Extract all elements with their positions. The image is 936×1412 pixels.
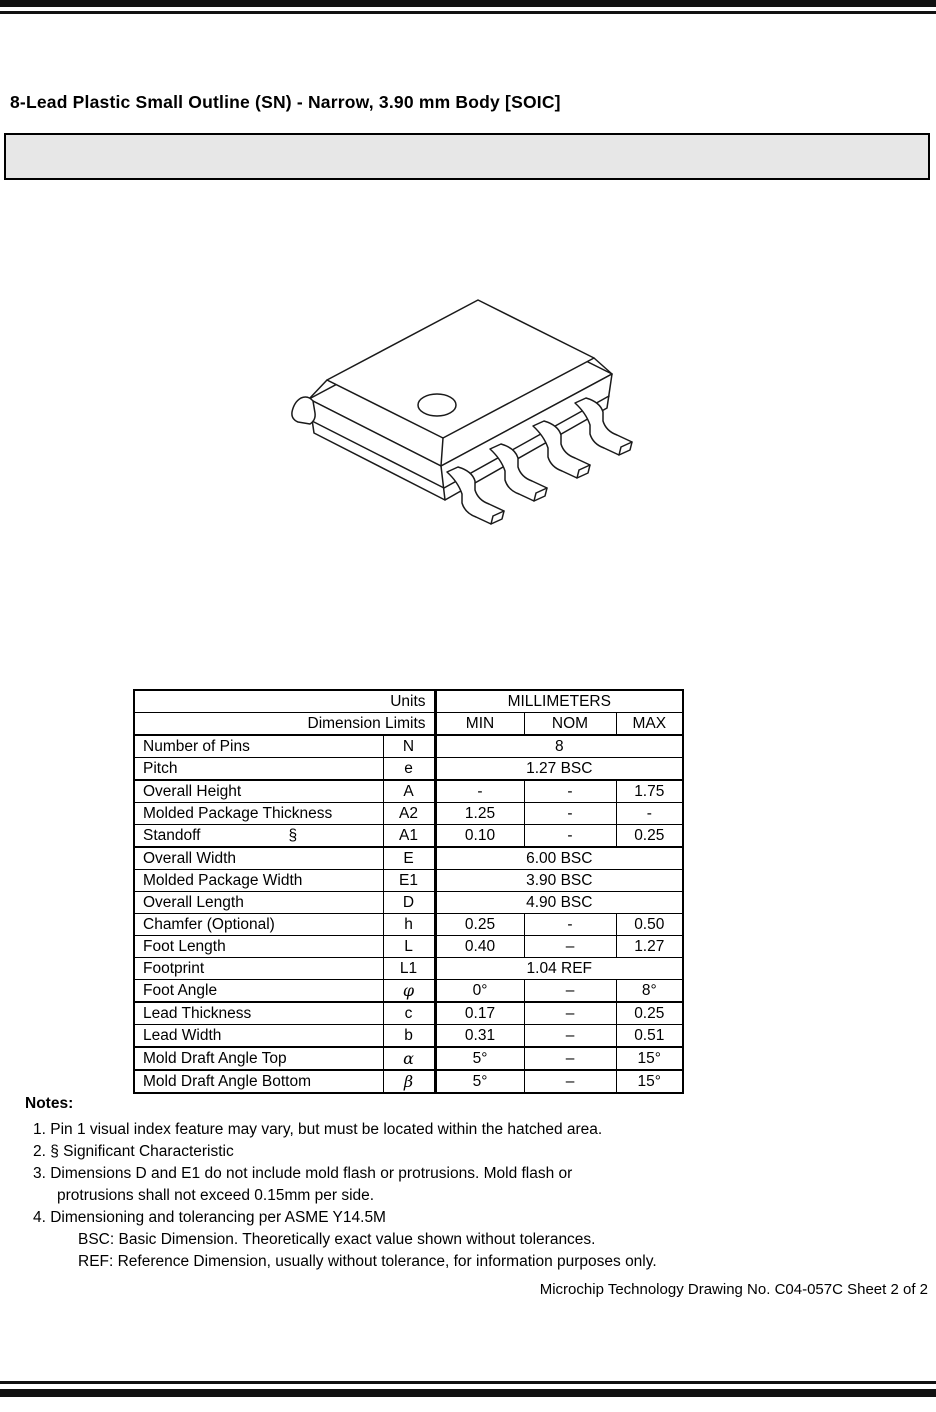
dim-min: 1.25 [435, 803, 524, 825]
dim-span-value: 6.00 BSC [435, 847, 683, 870]
dim-symbol: b [383, 1025, 435, 1048]
dim-label: Lead Width [134, 1025, 383, 1048]
dim-label: Lead Thickness [134, 1002, 383, 1025]
dim-max: 0.50 [616, 914, 683, 936]
note-item-2: 2. § Significant Characteristic [33, 1143, 234, 1160]
dim-symbol: α [383, 1047, 435, 1070]
top-border-bar-thick [0, 0, 936, 7]
dim-symbol: β [383, 1070, 435, 1093]
table-row [134, 914, 683, 936]
units-value: MILLIMETERS [435, 690, 683, 713]
table-row [134, 870, 683, 892]
dim-min: 0° [435, 980, 524, 1003]
top-border-bar-thin [0, 11, 936, 14]
significant-characteristic-mark: § [288, 826, 298, 844]
table-row [134, 892, 683, 914]
dim-label: Molded Package Width [134, 870, 383, 892]
package-figure [260, 270, 680, 550]
table-row [134, 1025, 683, 1048]
dim-nom: – [524, 1025, 616, 1048]
dim-nom: – [524, 1002, 616, 1025]
note-item-1: 1. Pin 1 visual index feature may vary, but must be located within the hatched area. [33, 1121, 603, 1138]
table-row [134, 780, 683, 803]
dim-symbol: φ [383, 980, 435, 1003]
col-header-min: MIN [435, 713, 524, 736]
table-row [134, 825, 683, 848]
dim-symbol: A2 [383, 803, 435, 825]
dim-nom: - [524, 803, 616, 825]
dim-max: 15° [616, 1047, 683, 1070]
dim-symbol: E [383, 847, 435, 870]
dim-symbol: L [383, 936, 435, 958]
table-row [134, 1002, 683, 1025]
dim-symbol: c [383, 1002, 435, 1025]
dim-nom: - [524, 780, 616, 803]
table-row [134, 758, 683, 781]
dim-span-value: 1.04 REF [435, 958, 683, 980]
note-def-ref: REF: Reference Dimension, usually without tolerance, for information purposes only. [78, 1253, 657, 1270]
dim-nom: – [524, 936, 616, 958]
header-gray-panel [4, 133, 930, 180]
dim-nom: - [524, 914, 616, 936]
dim-label: Footprint [134, 958, 383, 980]
soic-isometric-drawing [260, 270, 680, 550]
dimensions-table [133, 689, 684, 1094]
dim-label: Foot Angle [134, 980, 383, 1003]
dimension-limits-label: Dimension Limits [134, 713, 435, 736]
bottom-border-bar-thick [0, 1389, 936, 1397]
mold-gate-tab [292, 397, 315, 424]
dim-symbol: E1 [383, 870, 435, 892]
note-item-4: 4. Dimensioning and tolerancing per ASME Y14.5M [33, 1209, 386, 1226]
dim-span-value: 1.27 BSC [435, 758, 683, 781]
table-row [134, 1047, 683, 1070]
dim-max: 0.51 [616, 1025, 683, 1048]
drawing-number-footer: Microchip Technology Drawing No. C04-057C Sheet 2 of 2 [539, 1281, 928, 1298]
dim-min: 0.40 [435, 936, 524, 958]
dim-symbol: L1 [383, 958, 435, 980]
note-item-3: 3. Dimensions D and E1 do not include mold flash or protrusions. Mold flash or [33, 1165, 573, 1182]
note-item-3-continued: protrusions shall not exceed 0.15mm per side. [57, 1187, 375, 1204]
dim-label: Mold Draft Angle Top [134, 1047, 383, 1070]
page-title: 8-Lead Plastic Small Outline (SN) - Narrow, 3.90 mm Body [SOIC] [10, 92, 561, 112]
units-label: Units [134, 690, 435, 713]
dim-min: 5° [435, 1047, 524, 1070]
dim-label: Overall Length [134, 892, 383, 914]
dim-min: - [435, 780, 524, 803]
dim-label: Pitch [134, 758, 383, 781]
dim-label-text: Standoff [143, 826, 201, 844]
pin1-indicator-dot [418, 394, 456, 416]
dim-max: 1.27 [616, 936, 683, 958]
dim-label: Molded Package Thickness [134, 803, 383, 825]
dim-min: 0.25 [435, 914, 524, 936]
dim-symbol: A1 [383, 825, 435, 848]
dim-label: Number of Pins [134, 735, 383, 758]
notes-section [25, 1093, 885, 1272]
dim-symbol: D [383, 892, 435, 914]
table-row [134, 735, 683, 758]
dim-label: Chamfer (Optional) [134, 914, 383, 936]
dim-label: Overall Height [134, 780, 383, 803]
dim-min: 5° [435, 1070, 524, 1093]
dim-max: 8° [616, 980, 683, 1003]
dim-symbol: h [383, 914, 435, 936]
dim-symbol: N [383, 735, 435, 758]
dim-span-value: 3.90 BSC [435, 870, 683, 892]
table-row [134, 1070, 683, 1093]
dim-max: 15° [616, 1070, 683, 1093]
bottom-border-bar-thin [0, 1381, 936, 1384]
table-row [134, 958, 683, 980]
dim-label [134, 825, 383, 848]
table-row [134, 803, 683, 825]
dim-symbol: e [383, 758, 435, 781]
dim-nom: - [524, 825, 616, 848]
dim-span-value: 4.90 BSC [435, 892, 683, 914]
table-header-units-row [134, 690, 683, 713]
dim-label: Foot Length [134, 936, 383, 958]
dim-symbol: A [383, 780, 435, 803]
col-header-max: MAX [616, 713, 683, 736]
note-def-bsc: BSC: Basic Dimension. Theoretically exact value shown without tolerances. [78, 1231, 596, 1248]
dim-label: Overall Width [134, 847, 383, 870]
dim-min: 0.10 [435, 825, 524, 848]
table-row [134, 847, 683, 870]
table-header-limits-row [134, 713, 683, 736]
dim-max: 0.25 [616, 1002, 683, 1025]
dim-nom: – [524, 1047, 616, 1070]
dim-nom: – [524, 1070, 616, 1093]
dim-label: Mold Draft Angle Bottom [134, 1070, 383, 1093]
dim-min: 0.17 [435, 1002, 524, 1025]
dim-min: 0.31 [435, 1025, 524, 1048]
dim-max: - [616, 803, 683, 825]
dim-span-value: 8 [435, 735, 683, 758]
dim-nom: – [524, 980, 616, 1003]
dim-max: 0.25 [616, 825, 683, 848]
dim-max: 1.75 [616, 780, 683, 803]
table-row [134, 936, 683, 958]
notes-heading: Notes: [25, 1095, 74, 1112]
col-header-nom: NOM [524, 713, 616, 736]
table-row [134, 980, 683, 1003]
